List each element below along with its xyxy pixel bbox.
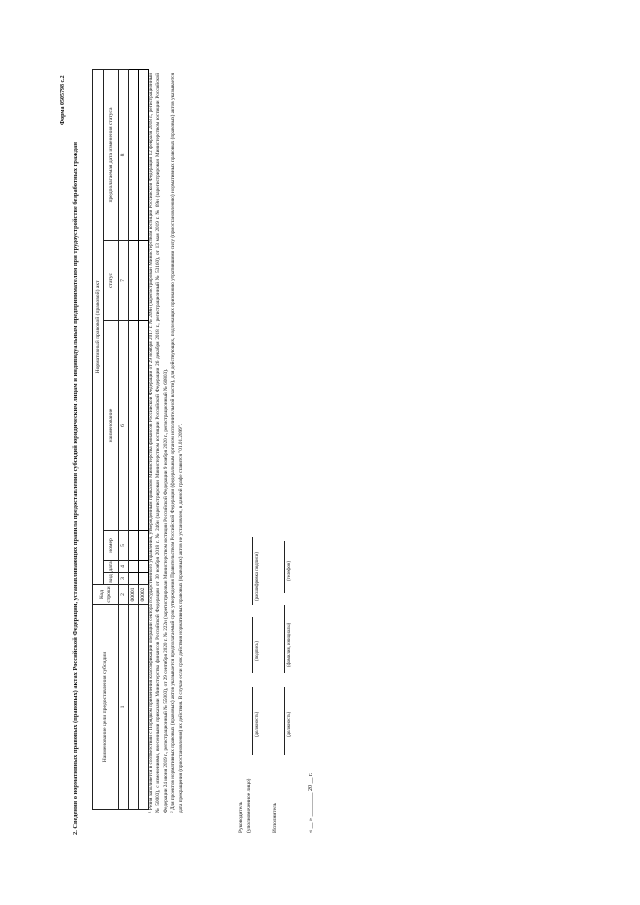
legal-acts-table xyxy=(92,69,149,810)
status-change-date-cell[interactable] xyxy=(129,70,139,241)
goal-cell[interactable] xyxy=(139,605,149,810)
section-title: 2. Сведения о нормативных правовых (правовых) актах Российской Федерации, устанавливающих правила предоставления субсидий юридическим лицам и индивидуальным предпринимателям при трудоустройстве безработных граждан xyxy=(72,142,79,835)
column-number: 1 xyxy=(119,605,129,810)
head-decoding-line[interactable] xyxy=(252,537,253,605)
status-change-date-cell[interactable] xyxy=(139,70,149,241)
executor-fio-caption: (фамилия, инициалы) xyxy=(287,622,292,667)
kind-cell[interactable] xyxy=(129,573,139,585)
form-code: Форма 0505798 с.2 xyxy=(60,75,66,125)
head-sub-label: (уполномоченное лицо) xyxy=(246,778,252,833)
header-code: Код строки xyxy=(93,585,119,605)
head-label: Руководитель xyxy=(238,801,244,833)
goal-cell[interactable] xyxy=(129,605,139,810)
footnotes xyxy=(148,73,185,813)
row-code: 00001 xyxy=(129,585,139,605)
column-number: 4 xyxy=(119,561,129,573)
name-cell[interactable] xyxy=(139,321,149,531)
column-number: 8 xyxy=(119,70,129,241)
header-name: наименование xyxy=(104,321,119,531)
column-number: 3 xyxy=(119,573,129,585)
executor-phone-line[interactable] xyxy=(284,541,285,593)
executor-position-line[interactable] xyxy=(284,687,285,755)
number-cell[interactable] xyxy=(139,531,149,561)
signature-block xyxy=(228,533,338,833)
row-code: 00002 xyxy=(139,585,149,605)
executor-label: Исполнитель xyxy=(272,802,278,833)
header-status-change-date: предполагаемая дата изменения статуса xyxy=(104,70,119,241)
date-cell[interactable] xyxy=(129,561,139,573)
kind-cell[interactable] xyxy=(139,573,149,585)
head-sign-line[interactable] xyxy=(252,617,253,673)
status-cell[interactable] xyxy=(129,241,139,321)
date-cell[interactable] xyxy=(139,561,149,573)
header-date: дата xyxy=(104,561,119,573)
head-position-line[interactable] xyxy=(252,687,253,755)
column-number: 2 xyxy=(119,585,129,605)
header-number: номер xyxy=(104,531,119,561)
name-cell[interactable] xyxy=(129,321,139,531)
table-row xyxy=(139,70,149,810)
head-decoding-caption: (расшифровка подписи) xyxy=(255,552,260,601)
header-kind: вид xyxy=(104,573,119,585)
footnote-1: ¹ Резня заполняется в соответствии с Порядком применения классификации операций сектора государственного управления, утвержденным приказом Министерства финансов Российской Федерации от 29 ноября 2017 г. № 209н (зарегистрирован Министерством юстиции Российской Федерации 12 февраля 2018 г., регистрационный № 50003), с изменениями, внесенными приказами Министерства финансов Российской Федерации от 30 ноября 2018 г. № 246н (зарегистрирован Министерством юстиции Российской Федерации 26 декабря 2018 г., регистрационный № 53160), от 13 мая 2019 г. № 69н (зарегистрирован Министерством юстиции Российской Федерации 24 июня 2019 г., регистрационный № 55003), от 29 сентября 2020 г. № 222н (зарегистрирован Министерством юстиции Российской Федерации 9 ноября 2020 г., регистрационный № 60803). xyxy=(148,73,169,813)
status-cell[interactable] xyxy=(139,241,149,321)
executor-position-caption: (должность) xyxy=(287,711,292,737)
head-sign-caption: (подпись) xyxy=(255,641,260,661)
executor-fio-line[interactable] xyxy=(284,605,285,673)
column-number: 7 xyxy=(119,241,129,321)
number-cell[interactable] xyxy=(129,531,139,561)
header-status: статус xyxy=(104,241,119,321)
header-goal: Наименование цели предоставления субсидии xyxy=(93,605,119,810)
head-position-caption: (должность) xyxy=(255,711,260,737)
header-act-group: Нормативный правовой (правовой) акт xyxy=(93,70,104,585)
column-number: 5 xyxy=(119,531,129,561)
date-line[interactable]: « __ » ________ 20 __ г. xyxy=(308,772,314,833)
table-row xyxy=(129,70,139,810)
executor-phone-caption: (телефон) xyxy=(287,560,292,581)
footnote-2: ² Для проектов нормативных правовых (правовых) актов указывается предполагаемый срок утверждения Правительством Российской Федерации (федеральным органом исполнительной власти), для действующих, подлежащих признанию утратившими силу (приостановлению) нормативных правовых (правовых) актов указывается дата прекращения (приостановления) их действия. В случае если срок действия нормативных правовых (правовых) актов не установлен, в данной графе ставится "01.01.2099". xyxy=(170,73,184,813)
column-number: 6 xyxy=(119,321,129,531)
